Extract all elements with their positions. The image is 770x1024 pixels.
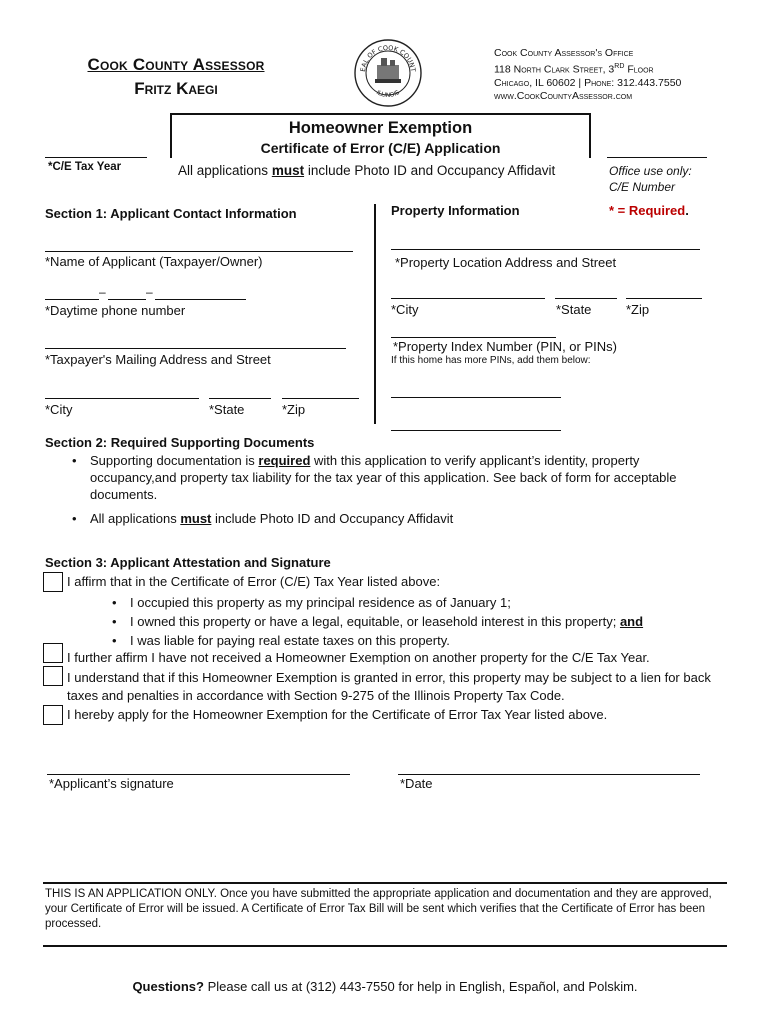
property-city-label: *City [391, 302, 419, 317]
property-address-field[interactable] [391, 249, 700, 250]
section2-heading: Section 2: Required Supporting Documents [45, 435, 315, 450]
no-other-exemption-text: I further affirm I have not received a Homeowner Exemption on another property for the C/E Tax Year. [67, 650, 650, 665]
mailing-city-field[interactable] [45, 398, 199, 399]
office-use-label: Office use only: C/E Number [609, 164, 692, 194]
lien-understanding-text: I understand that if this Homeowner Exemption is granted in error, this property may be subject to a lien for back taxes and penalties in accordance with Section 9-275 of the Illinois Property Tax Code. [67, 670, 711, 703]
applicant-name-field[interactable] [45, 251, 353, 252]
lien-understanding-checkbox[interactable] [43, 666, 63, 686]
seal-bottom-text: ILLINOIS [375, 89, 401, 100]
questions-line: Questions? Please call us at (312) 443-7550 for help in English, Español, and Polskim. [132, 979, 638, 994]
applicant-name-label: *Name of Applicant (Taxpayer/Owner) [45, 254, 263, 269]
tax-year-label: *C/E Tax Year [48, 161, 122, 173]
office-address [494, 47, 681, 103]
no-other-exemption-checkbox[interactable] [43, 643, 63, 663]
property-heading: Property Information [391, 203, 520, 218]
section1-heading: Section 1: Applicant Contact Information [45, 206, 297, 221]
required-note: * = Required. [609, 203, 689, 218]
photo-id-note: All applications must include Photo ID and Occupancy Affidavit [178, 163, 556, 178]
footer-notice: THIS IS AN APPLICATION ONLY. Once you have submitted the appropriate application and documentation and they are approved, your Certificate of Error will be issued. A Certificate of Error Tax Bill will be sent which verifies that the Certificate of Error has been processed. [45, 888, 712, 930]
office-use-field[interactable] [607, 157, 707, 158]
seal-icon [353, 38, 423, 108]
property-state-label: *State [556, 302, 592, 317]
form-subtitle: Certificate of Error (C/E) Application [260, 140, 501, 156]
date-label: *Date [400, 776, 433, 791]
title-box [170, 113, 591, 158]
office-name: Cook County Assessor's Office [494, 47, 634, 59]
footer-top-rule [43, 882, 727, 884]
date-field[interactable] [398, 774, 700, 775]
affirm-tax-year-text: I affirm that in the Certificate of Error (C/E) Tax Year listed above: [67, 574, 441, 589]
form-title: Homeowner Exemption [288, 119, 473, 137]
phone-sep-1: – [99, 285, 106, 299]
signature-field[interactable] [47, 774, 350, 775]
assessor-heading [56, 55, 296, 99]
mailing-zip-label: *Zip [282, 402, 306, 417]
mailing-state-label: *State [209, 402, 245, 417]
pin-field[interactable] [391, 337, 556, 338]
apply-exemption-checkbox[interactable] [43, 705, 63, 725]
footer-bottom-rule [43, 945, 727, 947]
additional-pin-field-2[interactable] [391, 430, 561, 431]
section3-heading: Section 3: Applicant Attestation and Signature [45, 555, 331, 570]
section-divider [374, 204, 376, 424]
mailing-address-label: *Taxpayer's Mailing Address and Street [45, 352, 271, 367]
tax-year-field[interactable] [45, 157, 147, 158]
office-website: www.CookCountyAssessor.com [494, 89, 633, 102]
photo-id-bullet: • All applications must include Photo ID and Occupancy Affidavit [66, 510, 726, 527]
property-address-label: *Property Location Address and Street [395, 255, 617, 270]
apply-exemption-text: I hereby apply for the Homeowner Exemption for the Certificate of Error Tax Year listed above. [67, 707, 608, 722]
pin-note: If this home has more PINs, add them below: [391, 355, 591, 366]
affirm-tax-year-checkbox[interactable] [43, 572, 63, 592]
mailing-zip-field[interactable] [282, 398, 359, 399]
property-state-field[interactable] [555, 298, 617, 299]
occupancy-bullet: • I occupied this property as my principal residence as of January 1; [106, 593, 726, 612]
ownership-bullet: • I owned this property or have a legal, equitable, or leasehold interest in this property; and [106, 612, 726, 631]
signature-label: *Applicant’s signature [49, 776, 174, 791]
phone-prefix-field[interactable] [108, 299, 146, 300]
mailing-state-field[interactable] [209, 398, 271, 399]
person-name: Fritz Kaegi [134, 79, 218, 98]
additional-pin-field-1[interactable] [391, 397, 561, 398]
org-name: Cook County Assessor [87, 55, 265, 74]
mailing-city-label: *City [45, 402, 73, 417]
phone-sep-2: – [146, 285, 153, 299]
phone-line-field[interactable] [155, 299, 246, 300]
section2-bullets [66, 452, 726, 527]
property-zip-field[interactable] [626, 298, 702, 299]
office-street: 118 North Clark Street, 3RD Floor [494, 63, 654, 76]
office-city-phone: Chicago, IL 60602 | Phone: 312.443.7550 [494, 76, 682, 89]
property-city-field[interactable] [391, 298, 545, 299]
county-seal [353, 38, 423, 108]
pin-label: *Property Index Number (PIN, or PINs) [393, 339, 617, 354]
affirm-sub-bullets [106, 593, 726, 650]
phone-label: *Daytime phone number [45, 303, 186, 318]
seal-ring-text: EAL OF COOK COUNT [358, 43, 418, 73]
supporting-docs-bullet: • Supporting documentation is required with this application to verify applicant’s identity, property occupancy,and property tax liability for the tax year of this application. See back of form for acceptable documents. [66, 452, 726, 503]
mailing-address-field[interactable] [45, 348, 346, 349]
property-zip-label: *Zip [626, 302, 650, 317]
phone-area-field[interactable] [45, 299, 99, 300]
tax-liability-bullet: • I was liable for paying real estate taxes on this property. [106, 631, 726, 650]
